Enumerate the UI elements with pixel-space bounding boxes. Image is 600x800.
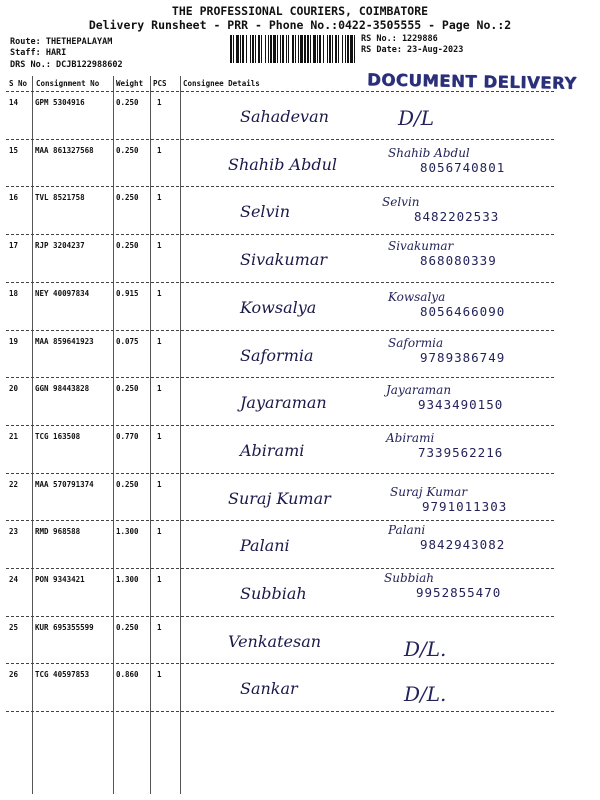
row-consignment-no: RJP 3204237 <box>35 241 85 251</box>
consignee-name: Jayaraman <box>240 393 327 413</box>
row-divider <box>6 473 554 474</box>
row-weight: 0.250 <box>116 98 139 107</box>
row-weight: 0.250 <box>116 145 139 155</box>
consignee-name: Venkatesan <box>228 631 322 651</box>
receiver-phone: 7339562216 <box>418 444 504 460</box>
staff-label: Staff: HARI <box>10 48 67 58</box>
row-weight: 1.300 <box>116 527 139 537</box>
consignee-name: Sahadevan <box>240 107 329 126</box>
row-consignment-no: MAA 859641923 <box>35 336 94 346</box>
row-pcs: 1 <box>157 288 162 298</box>
consignee-name: Abirami <box>240 440 305 460</box>
row-pcs: 1 <box>157 670 162 680</box>
header-divider <box>6 91 554 92</box>
consignee-name: Suraj Kumar <box>228 488 331 508</box>
receiver-phone: 9789386749 <box>420 349 506 365</box>
receiver-phone: 9842943082 <box>420 537 506 553</box>
row-pcs: 1 <box>157 241 162 251</box>
receiver-signature: Saformia <box>388 335 444 350</box>
receiver-signature: Selvin <box>382 195 420 210</box>
row-pcs: 1 <box>157 575 162 584</box>
receiver-signature: Palani <box>388 523 426 538</box>
row-divider <box>6 711 554 712</box>
column-divider <box>113 76 114 794</box>
row-consignment-no: GGN 98443828 <box>35 384 90 394</box>
column-divider <box>180 76 181 794</box>
receiver-signature: Shahib Abdul <box>388 145 470 160</box>
row-pcs: 1 <box>157 193 162 203</box>
row-divider <box>6 186 554 187</box>
row-weight: 0.860 <box>116 670 139 680</box>
consignee-name: Saformia <box>240 345 314 365</box>
consignee-name: Selvin <box>240 202 291 222</box>
receiver-signature: Sivakumar <box>388 239 454 254</box>
row-weight: 0.075 <box>116 336 139 346</box>
row-sno: 17 <box>9 241 19 251</box>
row-consignment-no: TCG 163508 <box>35 431 81 441</box>
receiver-signature: Jayaraman <box>386 383 452 398</box>
row-consignment-no: KUR 695355599 <box>35 622 94 632</box>
row-divider <box>6 377 554 378</box>
consignee-name: Kowsalya <box>240 297 317 317</box>
row-divider <box>6 234 554 235</box>
receiver-phone: 868080339 <box>420 253 497 269</box>
column-divider <box>32 76 33 794</box>
row-weight: 0.250 <box>116 479 139 489</box>
row-divider <box>6 568 554 569</box>
row-pcs: 1 <box>157 622 162 632</box>
row-divider <box>6 330 554 331</box>
row-divider <box>6 520 554 521</box>
row-weight: 0.250 <box>116 241 139 251</box>
receiver-phone: 8056740801 <box>420 159 506 175</box>
receiver-phone: 9791011303 <box>422 498 508 514</box>
row-sno: 14 <box>9 98 19 107</box>
consignee-name: Shahib Abdul <box>228 154 338 174</box>
consignee-name: Subbiah <box>240 584 307 603</box>
column-header-weight: Weight <box>116 79 144 88</box>
row-sno: 23 <box>9 527 19 537</box>
row-consignment-no: TCG 40597853 <box>35 670 90 680</box>
receiver-signature: Subbiah <box>384 571 435 585</box>
receiver-signature: Suraj Kumar <box>390 484 468 499</box>
rs-date: RS Date: 23-Aug-2023 <box>361 45 464 55</box>
receiver-signature: D/L <box>398 106 435 130</box>
row-weight: 0.915 <box>116 288 139 298</box>
row-weight: 1.300 <box>116 575 139 584</box>
row-pcs: 1 <box>157 431 162 441</box>
row-sno: 26 <box>9 670 19 680</box>
row-sno: 20 <box>9 384 19 394</box>
consignee-name: Sankar <box>240 679 298 699</box>
row-pcs: 1 <box>157 527 162 537</box>
route-label: Route: THETHEPALAYAM <box>10 37 113 47</box>
row-weight: 0.250 <box>116 622 139 632</box>
receiver-phone: 9952855470 <box>416 585 502 600</box>
column-divider <box>150 76 151 794</box>
row-consignment-no: RMD 968588 <box>35 527 81 537</box>
receiver-signature: D/L. <box>404 636 447 661</box>
column-header-sno: S No <box>9 79 28 88</box>
row-sno: 18 <box>9 288 19 298</box>
document-delivery-stamp: DOCUMENT DELIVERY <box>366 70 577 93</box>
rs-number: RS No.: 1229886 <box>361 34 438 44</box>
row-weight: 0.250 <box>116 193 139 203</box>
company-title: THE PROFESSIONAL COURIERS, COIMBATORE <box>171 4 429 18</box>
row-divider <box>6 616 554 617</box>
drs-number: DRS No.: DCJB122988602 <box>10 60 123 70</box>
row-sno: 24 <box>9 575 19 584</box>
receiver-signature: Abirami <box>386 430 435 445</box>
row-sno: 22 <box>9 479 19 489</box>
row-divider <box>6 139 554 140</box>
row-pcs: 1 <box>157 336 162 346</box>
receiver-phone: 8482202533 <box>414 209 500 225</box>
row-consignment-no: PON 9343421 <box>35 575 85 584</box>
barcode <box>230 35 358 63</box>
receiver-signature: Kowsalya <box>388 289 446 304</box>
row-sno: 19 <box>9 336 19 346</box>
runsheet-subtitle: Delivery Runsheet - PRR - Phone No.:0422-3505555 - Page No.:2 <box>88 18 512 32</box>
receiver-phone: 9343490150 <box>418 397 504 413</box>
consignee-name: Palani <box>240 536 290 556</box>
row-consignment-no: GPM 5304916 <box>35 98 85 107</box>
row-consignment-no: TVL 8521758 <box>35 193 85 203</box>
row-divider <box>6 282 554 283</box>
row-sno: 25 <box>9 622 19 632</box>
row-divider <box>6 425 554 426</box>
row-sno: 21 <box>9 431 19 441</box>
row-pcs: 1 <box>157 384 162 394</box>
row-consignment-no: NEY 40097834 <box>35 288 90 298</box>
row-pcs: 1 <box>157 98 162 107</box>
row-divider <box>6 663 554 664</box>
row-weight: 0.250 <box>116 384 139 394</box>
row-consignment-no: MAA 570791374 <box>35 479 94 489</box>
row-weight: 0.770 <box>116 431 139 441</box>
barcode-bar <box>355 35 357 63</box>
row-pcs: 1 <box>157 479 162 489</box>
row-sno: 15 <box>9 145 19 155</box>
row-consignment-no: MAA 861327568 <box>35 145 94 155</box>
column-header-pcs: PCS <box>153 79 167 88</box>
column-header-details: Consignee Details <box>183 79 260 88</box>
row-pcs: 1 <box>157 145 162 155</box>
column-header-consignment: Consignment No <box>36 79 100 88</box>
receiver-phone: 8056466090 <box>420 303 506 319</box>
row-sno: 16 <box>9 193 19 203</box>
receiver-signature: D/L. <box>404 682 447 707</box>
consignee-name: Sivakumar <box>240 250 328 270</box>
